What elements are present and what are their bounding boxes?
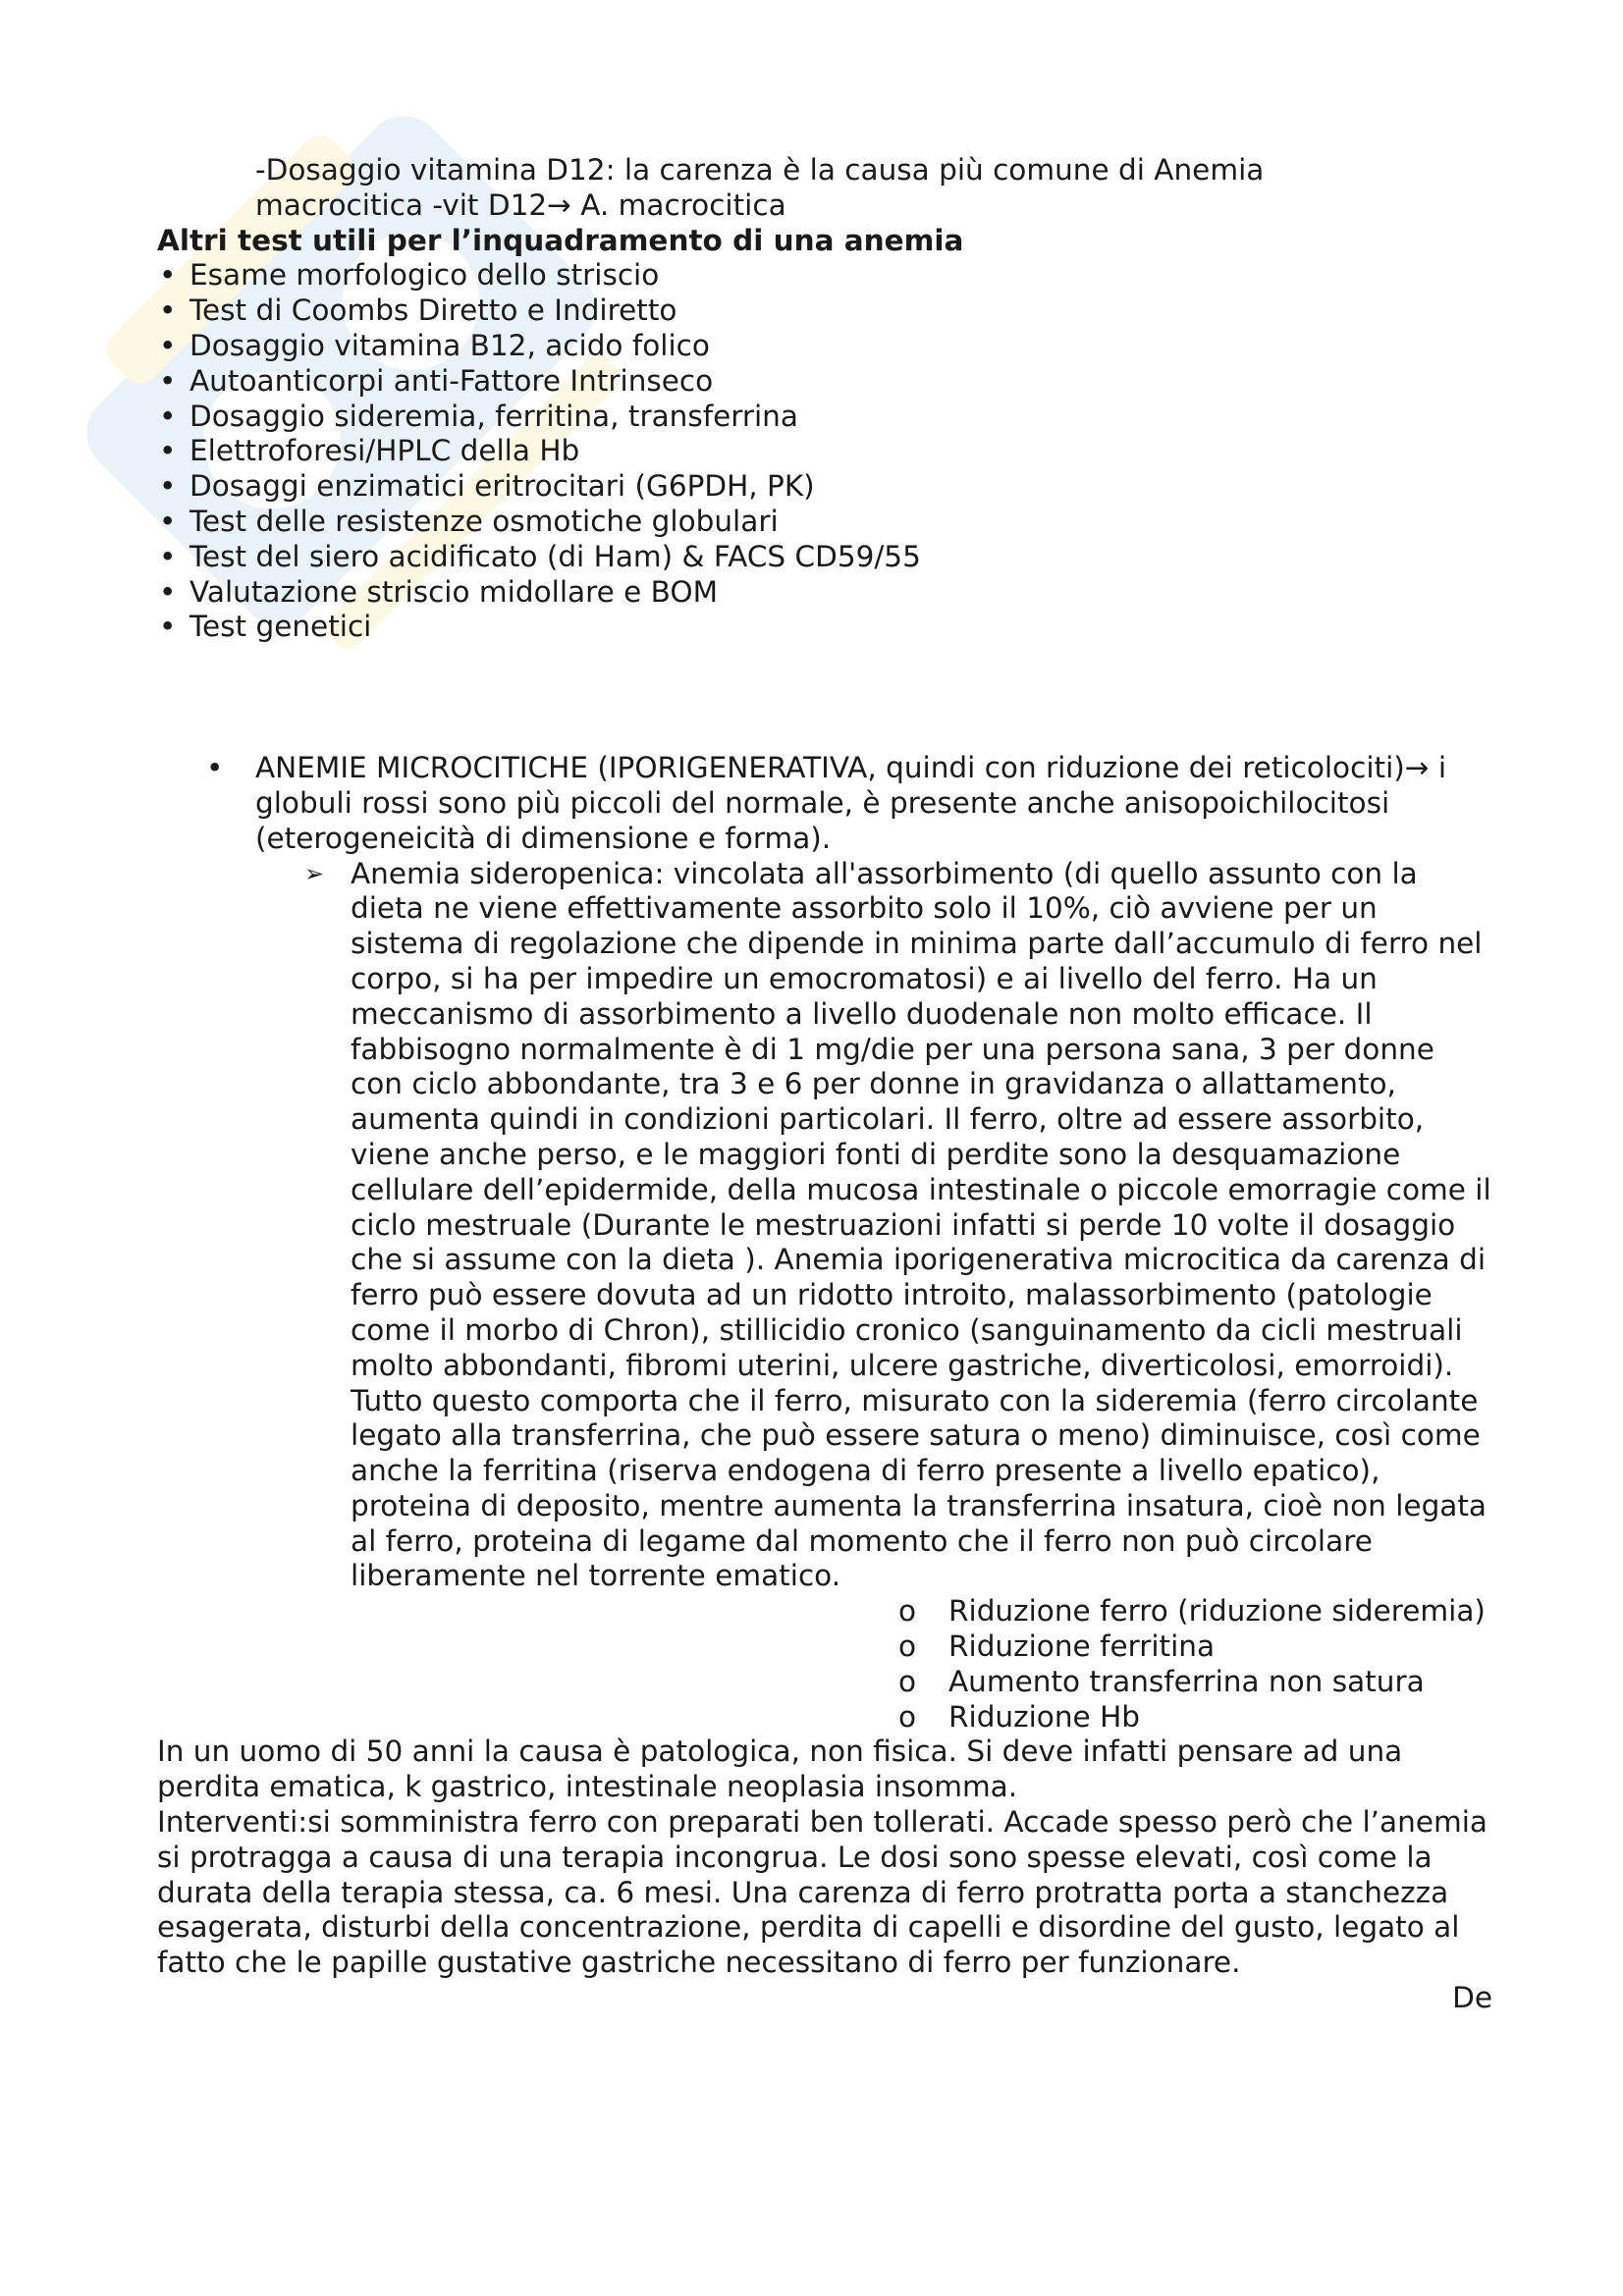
circle-bullet-icon: o xyxy=(898,1664,917,1698)
document-body xyxy=(157,153,1492,2016)
bullet-icon: • xyxy=(159,539,177,573)
sideropenic-item xyxy=(157,857,1492,1595)
list-item: o Aumento transferrina non satura xyxy=(898,1664,1425,1698)
bullet-icon: • xyxy=(159,504,177,538)
sideropenic-text: Anemia sideropenica: vincolata all'assorbimento (di quello assunto con la dieta ne viene effettivamente assorbito solo il 10%, ciò avviene per un sistema di regolazione che dipende in minima parte dall’accumulo di ferro nel corpo, si ha per impedire un emocromatosi) e ai livello del ferro. Ha un meccanismo di assorbimento a livello duodenale non molto efficace. Il fabbisogno normalmente è di 1 mg/die per una persona sana, 3 per donne con ciclo abbondante, tra 3 e 6 per donne in gravidanza o allattamento, aumenta quindi in condizioni particolari. Il ferro, oltre ad essere assorbito, viene anche perso, e le maggiori fonti di perdite sono la desquamazione cellulare dell’epidermide, della mucosa intestinale o piccole emorragie come il ciclo mestruale (Durante le mestruazioni infatti si perde 10 volte il dosaggio che si assume con la dieta ). Anemia iporigenerativa microcitica da carenza di ferro può essere dovuta ad un ridotto introito, malassorbimento (patologie come il morbo di Chron), stillicidio cronico (sanguinamento da cicli mestruali molto abbondanti, fibromi uterini, ulcere gastriche, diverticolosi, emorroidi). Tutto questo comporta che il ferro, misurato con la sideremia (ferro circolante legato alla transferrina, che può essere satura o meno) diminuisce, così come anche la ferritina (riserva endogena di ferro presente a livello epatico), proteina di deposito, mentre aumenta la transferrina insatura, cioè non legata al ferro, proteina di legame dal momento che il ferro non può circolare liberamente nel torrente ematico. xyxy=(351,856,1491,1593)
arrow-bullet-icon: ➢ xyxy=(304,859,325,887)
list-item: • Test di Coombs Diretto e Indiretto xyxy=(159,294,677,328)
trailing-text: De xyxy=(1452,1981,1492,2015)
microcytic-intro: ANEMIE MICROCITICHE (IPORIGENERATIVA, quindi con riduzione dei reticolociti)→ i globuli rossi sono più piccoli del normale, è presente anche anisopoichilocitosi (eterogeneicità di dimensione e forma). xyxy=(255,751,1447,855)
list-item: • Autoanticorpi anti-Fattore Intrinseco xyxy=(159,363,714,398)
bullet-icon: • xyxy=(159,574,177,609)
circle-bullet-icon: o xyxy=(898,1699,917,1734)
list-item: o Riduzione Hb xyxy=(898,1699,1140,1734)
section-spacer xyxy=(157,645,1492,751)
bullet-icon: • xyxy=(159,434,177,468)
list-item: • Dosaggio vitamina B12, acido folico xyxy=(159,328,710,362)
circle-bullet-icon: o xyxy=(898,1629,917,1664)
bullet-icon: • xyxy=(159,363,177,398)
bullet-icon: • xyxy=(159,294,177,328)
tests-list xyxy=(157,258,1492,645)
list-item: • Esame morfologico dello striscio xyxy=(159,258,660,293)
bullet-icon: • xyxy=(159,328,177,362)
findings-list xyxy=(157,1594,1492,1735)
list-item: • Test delle resistenze osmotiche globulari xyxy=(159,504,779,538)
bullet-icon: • xyxy=(206,751,224,785)
circle-bullet-icon: o xyxy=(898,1594,917,1629)
list-item: • Dosaggio sideremia, ferritina, transferrina xyxy=(159,399,798,433)
bullet-icon: • xyxy=(159,258,177,293)
intro-line-1: -Dosaggio vitamina D12: la carenza è la causa più comune di Anemia xyxy=(255,153,1265,187)
list-item: o Riduzione ferritina xyxy=(898,1629,1216,1664)
list-item: • Test genetici xyxy=(159,610,372,644)
list-item: • Valutazione striscio midollare e BOM xyxy=(159,574,719,609)
list-item: • Dosaggi enzimatici eritrocitari (G6PDH, PK) xyxy=(159,469,815,504)
list-item: • Test del siero acidificato (di Ham) & FACS CD59/55 xyxy=(159,539,921,573)
tests-heading: Altri test utili per l’inquadramento di una anemia xyxy=(157,223,964,257)
bullet-icon: • xyxy=(159,399,177,433)
closing-paragraph-2: Interventi:si somministra ferro con preparati ben tollerati. Accade spesso però che l’anemia si protragga a causa di una terapia incongrua. Le dosi sono spesse elevati, così come la durata della terapia stessa, ca. 6 mesi. Una carenza di ferro protratta porta a stanchezza esagerata, disturbi della concentrazione, perdita di capelli e disordine del gusto, legato al fatto che le papille gustative gastriche necessitano di ferro per funzionare. xyxy=(157,1805,1488,1980)
list-item: • Elettroforesi/HPLC della Hb xyxy=(159,434,580,468)
list-item: o Riduzione ferro (riduzione sideremia) xyxy=(898,1594,1486,1629)
bullet-icon: • xyxy=(159,469,177,504)
bullet-icon: • xyxy=(159,610,177,644)
microcytic-section xyxy=(157,751,1492,856)
closing-paragraph-1: In un uomo di 50 anni la causa è patologica, non fisica. Si deve infatti pensare ad una perdita ematica, k gastrico, intestinale neoplasia insomma. xyxy=(157,1735,1403,1804)
intro-line-2: macrocitica -vit D12→ A. macrocitica xyxy=(255,187,786,222)
